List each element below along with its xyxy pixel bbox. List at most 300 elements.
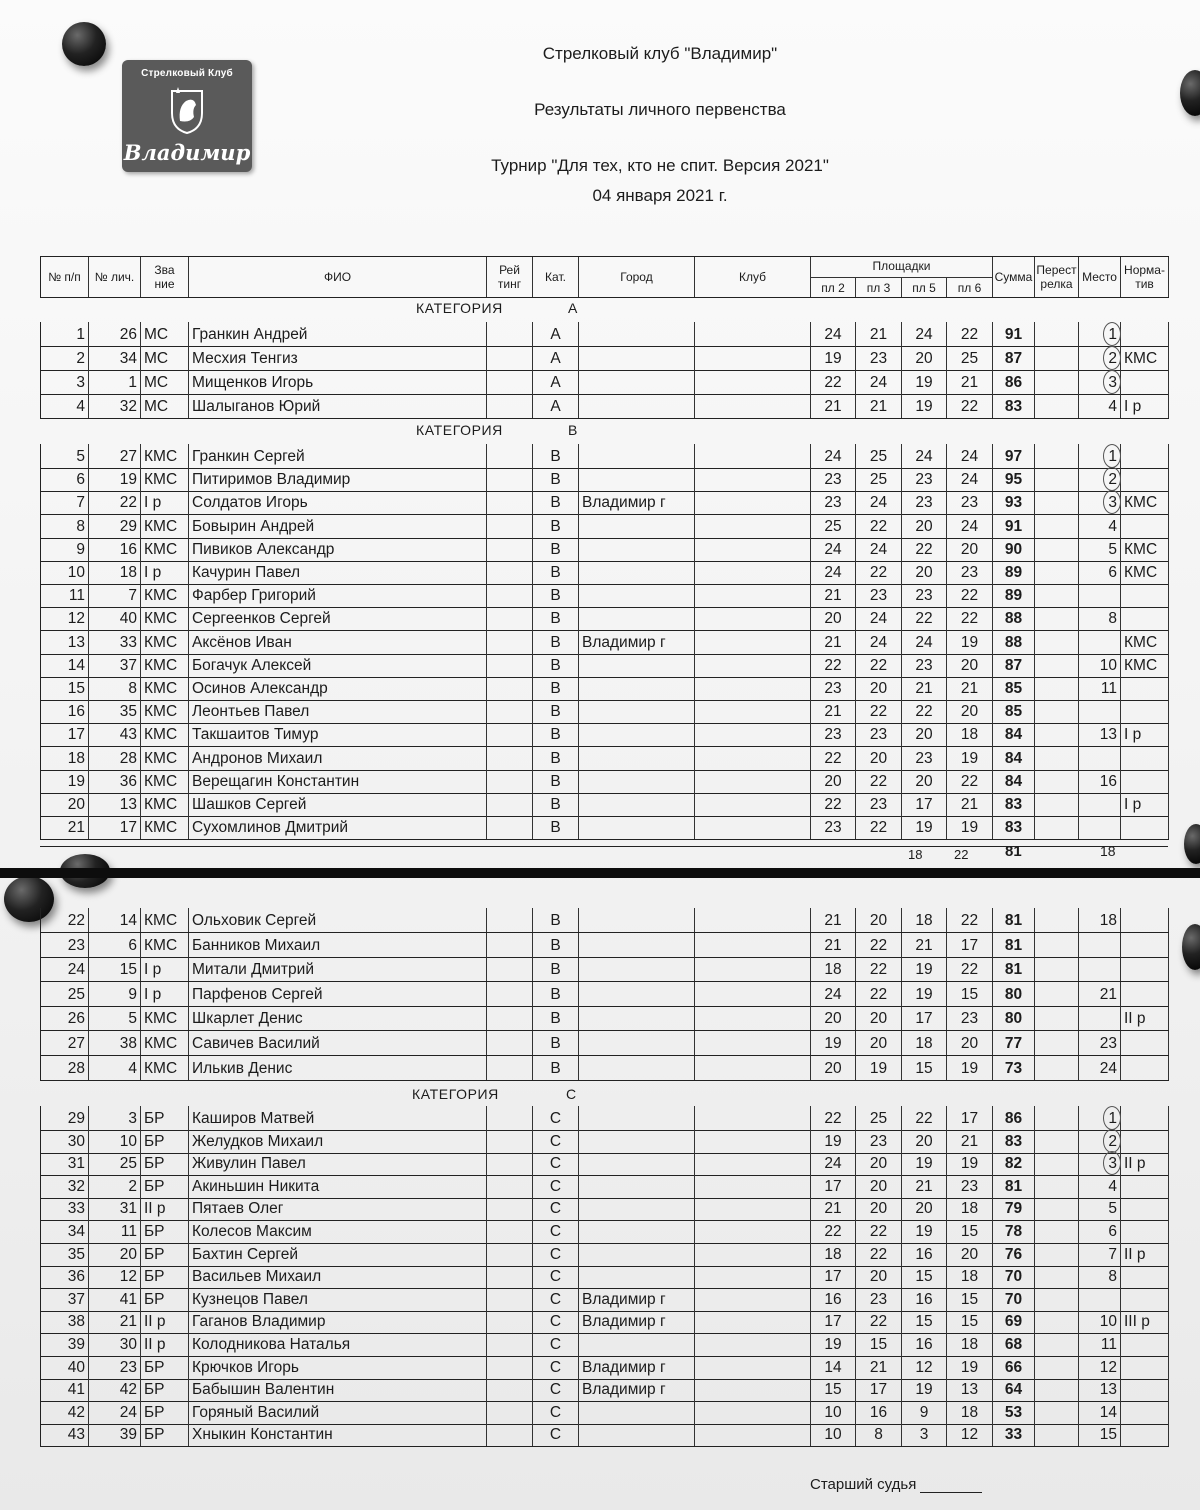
cell-place: 4 [1079, 1174, 1121, 1198]
cell-num: 21 [41, 815, 89, 839]
cell-num: 38 [41, 1309, 89, 1333]
cell-g3: 24 [902, 322, 947, 346]
cell-g4: 19 [947, 815, 993, 839]
photo-seam [0, 868, 1200, 878]
cell-rank: БР [141, 1422, 189, 1446]
cell-club [695, 560, 811, 584]
cell-cat: B [533, 722, 579, 746]
cell-place: 1 [1079, 1106, 1121, 1130]
cell-place: 18 [1079, 908, 1121, 932]
cell-pers: 32 [89, 394, 141, 418]
cell-place [1079, 583, 1121, 607]
cell-g3: 23 [902, 653, 947, 677]
cell-sum: 81 [993, 933, 1035, 957]
cell-city [579, 394, 695, 418]
cell-g3: 22 [902, 699, 947, 723]
cell-sum: 33 [993, 1422, 1035, 1446]
cell-cat: B [533, 746, 579, 770]
cell-num: 22 [41, 908, 89, 932]
cell-fio: Хныкин Константин [189, 1422, 487, 1446]
cell-g4: 24 [947, 444, 993, 468]
cell-rating [487, 1242, 533, 1266]
cell-club [695, 653, 811, 677]
col-shootoff-line1: Перест [1036, 263, 1077, 277]
cell-pers: 13 [89, 792, 141, 816]
cell-num: 12 [41, 606, 89, 630]
cell-g2: 20 [856, 1264, 902, 1288]
cell-g2: 15 [856, 1332, 902, 1356]
cell-num: 41 [41, 1377, 89, 1401]
cell-g4: 18 [947, 1400, 993, 1424]
cell-norm [1121, 1174, 1169, 1198]
cell-g1: 17 [811, 1264, 856, 1288]
cell-place: 2 [1079, 1129, 1121, 1153]
cell-g1: 24 [811, 322, 856, 346]
signature-line [920, 1478, 982, 1493]
cell-sum: 83 [993, 815, 1035, 839]
cell-rank: КМС [141, 1031, 189, 1055]
cell-g4: 19 [947, 630, 993, 654]
cell-norm [1121, 1129, 1169, 1153]
cell-g2: 20 [856, 908, 902, 932]
cell-g4: 19 [947, 1151, 993, 1175]
cell-g4: 22 [947, 957, 993, 981]
cell-club [695, 1332, 811, 1356]
cell-rating [487, 815, 533, 839]
cell-club [695, 1129, 811, 1153]
cell-fio: Ольховик Сергей [189, 908, 487, 932]
cell-cat: B [533, 444, 579, 468]
col-norm-line1: Норма- [1124, 263, 1165, 277]
cell-city: Владимир г [579, 1377, 695, 1401]
table-row [40, 346, 1169, 371]
cell-shootoff [1035, 537, 1079, 561]
cell-club [695, 606, 811, 630]
cell-g2: 16 [856, 1400, 902, 1424]
table-row [40, 1106, 1169, 1131]
cell-cat: B [533, 769, 579, 793]
cell-shootoff [1035, 630, 1079, 654]
cell-norm: КМС [1121, 537, 1169, 561]
cell-cat: C [533, 1129, 579, 1153]
cell-g4: 20 [947, 1031, 993, 1055]
cell-sum: 70 [993, 1287, 1035, 1311]
cell-club [695, 1006, 811, 1030]
cell-norm [1121, 1264, 1169, 1288]
cell-place: 11 [1079, 676, 1121, 700]
cell-num: 34 [41, 1219, 89, 1243]
table-row [40, 537, 1169, 562]
cell-fio: Гранкин Сергей [189, 444, 487, 468]
lion-crest-icon [162, 83, 212, 135]
cell-club [695, 514, 811, 538]
cell-city [579, 722, 695, 746]
cell-g4: 20 [947, 1242, 993, 1266]
cell-rating [487, 467, 533, 491]
cell-rating [487, 1355, 533, 1379]
place-circle-mark [1103, 322, 1121, 346]
cell-city [579, 1264, 695, 1288]
cell-club [695, 815, 811, 839]
table-row [40, 676, 1169, 701]
cell-num: 23 [41, 933, 89, 957]
cell-club [695, 1355, 811, 1379]
logo-top-text: Стрелковый Клуб [141, 68, 233, 79]
col-fio: ФИО [189, 257, 487, 297]
cell-shootoff [1035, 1400, 1079, 1424]
cell-num: 5 [41, 444, 89, 468]
cell-place: 10 [1079, 1309, 1121, 1333]
cell-g1: 22 [811, 653, 856, 677]
cell-rank: КМС [141, 537, 189, 561]
cell-pers: 14 [89, 908, 141, 932]
chief-judge-signature [810, 1476, 982, 1493]
cell-g3: 18 [902, 1031, 947, 1055]
col-cat: Кат. [533, 257, 579, 297]
cell-g2: 20 [856, 1031, 902, 1055]
col-g2: пл 3 [856, 277, 902, 297]
cell-g3: 16 [902, 1242, 947, 1266]
cell-sum: 91 [993, 514, 1035, 538]
cell-sum: 88 [993, 630, 1035, 654]
cell-cat: C [533, 1309, 579, 1333]
cell-fio: Сергеенков Сергей [189, 606, 487, 630]
cell-place: 3 [1079, 370, 1121, 394]
cell-cat: C [533, 1219, 579, 1243]
cell-norm [1121, 1400, 1169, 1424]
cell-sum: 95 [993, 467, 1035, 491]
cell-g4: 25 [947, 346, 993, 370]
table-row [40, 1031, 1169, 1056]
cell-g1: 21 [811, 583, 856, 607]
cell-fio: Кузнецов Павел [189, 1287, 487, 1311]
cell-num: 39 [41, 1332, 89, 1356]
cell-cat: B [533, 957, 579, 981]
cell-cat: B [533, 676, 579, 700]
cell-pers: 20 [89, 1242, 141, 1266]
table-row [40, 444, 1169, 469]
cell-shootoff [1035, 792, 1079, 816]
cell-rating [487, 722, 533, 746]
table-row [40, 630, 1169, 655]
cell-g1: 21 [811, 394, 856, 418]
cell-g2: 22 [856, 933, 902, 957]
cell-city [579, 653, 695, 677]
cell-shootoff [1035, 1174, 1079, 1198]
category-letter: C [566, 1086, 577, 1102]
cell-g1: 17 [811, 1174, 856, 1198]
cell-g2: 23 [856, 722, 902, 746]
cell-city [579, 1056, 695, 1080]
cell-norm: II р [1121, 1151, 1169, 1175]
cell-g4: 18 [947, 1196, 993, 1220]
cell-rating [487, 1196, 533, 1220]
cell-place: 15 [1079, 1422, 1121, 1446]
cell-fio: Бовырин Андрей [189, 514, 487, 538]
cell-pers: 39 [89, 1422, 141, 1446]
cell-g3: 22 [902, 1106, 947, 1130]
cell-place: 24 [1079, 1056, 1121, 1080]
cell-g2: 23 [856, 346, 902, 370]
cell-g3: 17 [902, 792, 947, 816]
table-row [40, 1287, 1169, 1312]
cell-pers: 22 [89, 490, 141, 514]
col-city: Город [579, 257, 695, 297]
cell-g1: 21 [811, 933, 856, 957]
cell-g1: 25 [811, 514, 856, 538]
cell-club [695, 957, 811, 981]
cell-g1: 16 [811, 1287, 856, 1311]
cell-rating [487, 908, 533, 932]
cell-fio: Верещагин Константин [189, 769, 487, 793]
cell-place: 16 [1079, 769, 1121, 793]
cell-cat: C [533, 1400, 579, 1424]
col-shootoff-line2: релка [1040, 277, 1073, 291]
cell-fio: Митали Дмитрий [189, 957, 487, 981]
cell-club [695, 1056, 811, 1080]
cell-rank: II р [141, 1332, 189, 1356]
cell-g2: 22 [856, 982, 902, 1006]
cell-g2: 24 [856, 630, 902, 654]
cell-rank: КМС [141, 444, 189, 468]
cell-club [695, 1219, 811, 1243]
cell-place: 3 [1079, 1151, 1121, 1175]
cell-cat: A [533, 370, 579, 394]
cell-rank: КМС [141, 1056, 189, 1080]
cell-place: 14 [1079, 1400, 1121, 1424]
table-row [40, 1151, 1169, 1176]
cell-rating [487, 1106, 533, 1130]
table-row [40, 514, 1169, 539]
cell-cat: C [533, 1196, 579, 1220]
table-row [40, 606, 1169, 631]
cell-norm: II р [1121, 1006, 1169, 1030]
cell-place [1079, 1006, 1121, 1030]
cell-cat: C [533, 1332, 579, 1356]
cell-num: 16 [41, 699, 89, 723]
cell-g1: 21 [811, 1196, 856, 1220]
cell-pers: 40 [89, 606, 141, 630]
cell-g4: 23 [947, 1006, 993, 1030]
cell-fio: Желудков Михаил [189, 1129, 487, 1153]
cell-g2: 22 [856, 957, 902, 981]
cell-g2: 20 [856, 1174, 902, 1198]
category-label: КАТЕГОРИЯ [416, 422, 503, 438]
cell-city [579, 676, 695, 700]
cell-g2: 21 [856, 1355, 902, 1379]
cell-num: 18 [41, 746, 89, 770]
pushpin-icon [1182, 924, 1200, 970]
cell-shootoff [1035, 676, 1079, 700]
cell-sum: 84 [993, 769, 1035, 793]
cell-sum: 85 [993, 699, 1035, 723]
cell-norm [1121, 1422, 1169, 1446]
cell-cat: A [533, 322, 579, 346]
cell-rank: КМС [141, 1006, 189, 1030]
cell-num: 9 [41, 537, 89, 561]
cell-rank: КМС [141, 933, 189, 957]
cell-rank: КМС [141, 653, 189, 677]
cell-norm: КМС [1121, 490, 1169, 514]
cell-shootoff [1035, 908, 1079, 932]
cell-place: 3 [1079, 490, 1121, 514]
cell-pers: 7 [89, 583, 141, 607]
category-label: КАТЕГОРИЯ [416, 300, 503, 316]
cell-fio: Фарбер Григорий [189, 583, 487, 607]
cell-g4: 18 [947, 1332, 993, 1356]
cell-rank: КМС [141, 630, 189, 654]
cell-shootoff [1035, 815, 1079, 839]
cell-club [695, 1151, 811, 1175]
cell-norm [1121, 957, 1169, 981]
cell-g2: 8 [856, 1422, 902, 1446]
cell-g3: 22 [902, 606, 947, 630]
cell-pers: 42 [89, 1377, 141, 1401]
cell-g3: 19 [902, 394, 947, 418]
cell-g4: 21 [947, 792, 993, 816]
cell-cat: B [533, 815, 579, 839]
cell-sum: 82 [993, 1151, 1035, 1175]
cell-pers: 43 [89, 722, 141, 746]
cell-fio: Гаганов Владимир [189, 1309, 487, 1333]
cell-rating [487, 982, 533, 1006]
cell-pers: 36 [89, 769, 141, 793]
cell-rank: КМС [141, 606, 189, 630]
cell-rank: КМС [141, 908, 189, 932]
cell-sum: 88 [993, 606, 1035, 630]
cell-pers: 27 [89, 444, 141, 468]
cell-sum: 84 [993, 746, 1035, 770]
cell-g4: 21 [947, 370, 993, 394]
cell-g3: 16 [902, 1287, 947, 1311]
cell-num: 11 [41, 583, 89, 607]
table-row [40, 1056, 1169, 1081]
cell-g4: 20 [947, 653, 993, 677]
cell-g2: 24 [856, 606, 902, 630]
cell-g3: 12 [902, 1355, 947, 1379]
pushpin-icon [62, 22, 106, 66]
cell-place [1079, 1287, 1121, 1311]
cell-num: 24 [41, 957, 89, 981]
cell-num: 35 [41, 1242, 89, 1266]
cell-fio: Аксёнов Иван [189, 630, 487, 654]
col-club: Клуб [695, 257, 811, 297]
cell-pers: 12 [89, 1264, 141, 1288]
col-rank-line2: ние [154, 277, 175, 291]
cell-shootoff [1035, 1377, 1079, 1401]
cell-norm [1121, 583, 1169, 607]
cell-g4: 22 [947, 908, 993, 932]
cell-fio: Каширов Матвей [189, 1106, 487, 1130]
cell-shootoff [1035, 1242, 1079, 1266]
cell-num: 29 [41, 1106, 89, 1130]
cell-rank: КМС [141, 676, 189, 700]
cell-num: 20 [41, 792, 89, 816]
cell-norm [1121, 699, 1169, 723]
cell-fio: Андронов Михаил [189, 746, 487, 770]
cell-rating [487, 583, 533, 607]
cell-club [695, 1031, 811, 1055]
cell-g1: 20 [811, 1006, 856, 1030]
cell-g2: 19 [856, 1056, 902, 1080]
cell-norm [1121, 1377, 1169, 1401]
cell-shootoff [1035, 1196, 1079, 1220]
club-title: Стрелковый клуб "Владимир" [542, 44, 778, 63]
cell-cat: B [533, 933, 579, 957]
cell-norm [1121, 746, 1169, 770]
cell-city [579, 746, 695, 770]
cell-g1: 18 [811, 957, 856, 981]
cell-place: 12 [1079, 1355, 1121, 1379]
cell-city [579, 583, 695, 607]
cell-g2: 20 [856, 1006, 902, 1030]
cell-fio: Банников Михаил [189, 933, 487, 957]
table-row [40, 1219, 1169, 1244]
cell-rank: МС [141, 346, 189, 370]
cell-g2: 25 [856, 444, 902, 468]
cell-shootoff [1035, 444, 1079, 468]
cell-sum: 90 [993, 537, 1035, 561]
cell-city [579, 908, 695, 932]
cell-pers: 18 [89, 560, 141, 584]
cell-g2: 23 [856, 1287, 902, 1311]
cell-rank: БР [141, 1264, 189, 1288]
cell-norm [1121, 467, 1169, 491]
cell-rating [487, 537, 533, 561]
cell-cat: B [533, 792, 579, 816]
cell-g3: 24 [902, 444, 947, 468]
cell-norm [1121, 676, 1169, 700]
cell-city [579, 514, 695, 538]
cell-place [1079, 699, 1121, 723]
cell-rank: БР [141, 1219, 189, 1243]
cell-g1: 24 [811, 1151, 856, 1175]
cell-g2: 24 [856, 370, 902, 394]
cell-shootoff [1035, 514, 1079, 538]
cell-norm: КМС [1121, 560, 1169, 584]
cell-shootoff [1035, 699, 1079, 723]
cell-num: 19 [41, 769, 89, 793]
cell-shootoff [1035, 722, 1079, 746]
cell-fio: Бабышин Валентин [189, 1377, 487, 1401]
cell-g4: 13 [947, 1377, 993, 1401]
col-g4: пл 6 [947, 277, 993, 297]
cell-g3: 20 [902, 560, 947, 584]
cell-city [579, 467, 695, 491]
cell-rating [487, 1422, 533, 1446]
cell-num: 33 [41, 1196, 89, 1220]
cell-place: 8 [1079, 1264, 1121, 1288]
cell-city [579, 1006, 695, 1030]
cell-g4: 15 [947, 1309, 993, 1333]
cell-g2: 22 [856, 815, 902, 839]
cell-fio: Питиримов Владимир [189, 467, 487, 491]
cell-rank: БР [141, 1174, 189, 1198]
cell-city [579, 1196, 695, 1220]
cell-place: 23 [1079, 1031, 1121, 1055]
cell-shootoff [1035, 1355, 1079, 1379]
cell-g1: 17 [811, 1309, 856, 1333]
cell-sum: 66 [993, 1355, 1035, 1379]
place-circle-mark [1103, 370, 1121, 394]
place-circle-mark [1103, 346, 1121, 370]
cell-g4: 22 [947, 583, 993, 607]
cell-g3: 19 [902, 982, 947, 1006]
cell-rank: КМС [141, 746, 189, 770]
cell-num: 25 [41, 982, 89, 1006]
cell-city [579, 1422, 695, 1446]
cell-norm [1121, 1219, 1169, 1243]
